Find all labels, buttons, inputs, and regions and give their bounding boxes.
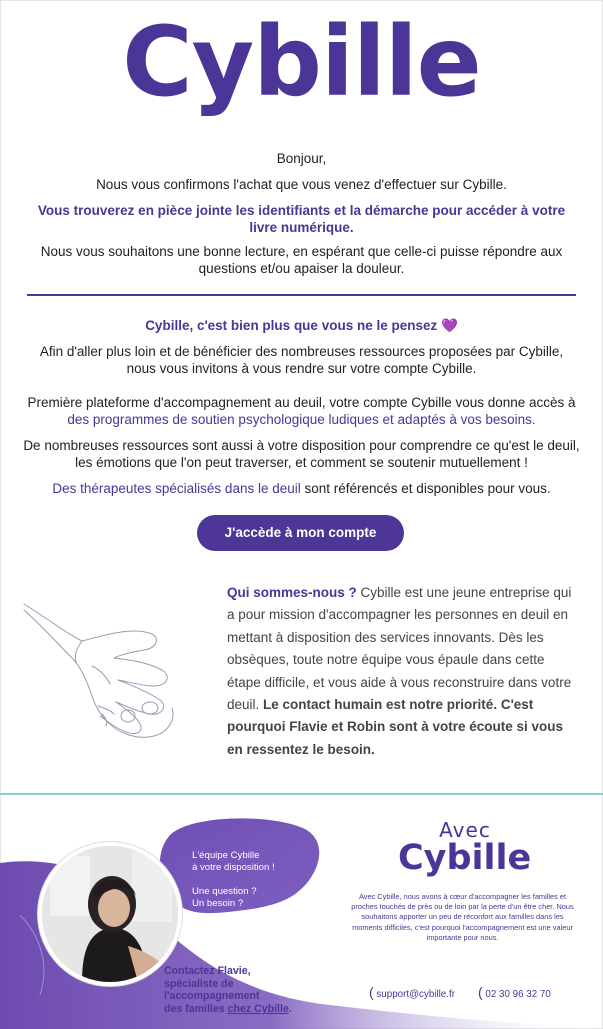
avec-label: Avec <box>439 818 491 842</box>
footer-logo: Cybille <box>398 838 532 878</box>
therapists-suffix: sont référencés et disponibles pour vous. <box>300 481 551 496</box>
bubble-line-2: à votre disposition ! <box>192 862 275 873</box>
more-heading-text: Cybille, c'est bien plus que vous ne le pensez <box>145 318 438 333</box>
section-divider <box>27 294 576 296</box>
about-question: Qui sommes-nous ? <box>227 585 357 600</box>
access-account-button[interactable]: J'accède à mon compte <box>197 515 404 551</box>
contact-line-3: l'accompagnement <box>164 990 260 1003</box>
purchase-confirmation: Nous vous confirmons l'achat que vous venez d'effectuer sur Cybille. <box>96 177 507 192</box>
chez-cybille-link[interactable]: chez Cybille <box>227 1002 289 1015</box>
therapists-link[interactable]: Des thérapeutes spécialisés dans le deuil <box>52 481 301 496</box>
platform-text <box>26 394 577 428</box>
contact-line-4 <box>164 1003 314 1016</box>
bubble-text <box>192 850 275 910</box>
attachment-note: Vous trouverez en pièce jointe les identifiants et la démarche pour accéder à votre livre numérique. <box>37 203 566 235</box>
hand-illustration <box>22 596 182 746</box>
paren-icon: ( <box>369 984 374 1000</box>
therapists-text <box>20 480 583 497</box>
phone-contact[interactable] <box>478 984 551 1000</box>
contact-line-2: spécialiste de <box>164 977 234 990</box>
avatar-photo <box>42 846 178 982</box>
invite-text: Afin d'aller plus loin et de bénéficier des nombreuses ressources proposées par Cybille, nous vous invitons à vous rendre sur votre compte Cybille. <box>39 344 564 376</box>
purple-heart-icon: 💜 <box>441 318 458 333</box>
phone-icon: ( <box>478 984 483 1000</box>
footer-description: Avec Cybille, nous avons à cœur d'accompagner les familles et proches touchés de près ou de loin par la perte d'un être cher. Nous souhaitons apporter un peu de réconfort aux familles dans les moments difficiles, c'est pourquoi l'accompagnement est une valeur importante pour nous. <box>351 892 574 942</box>
resources-text: De nombreuses ressources sont aussi à votre disposition pour comprendre ce qu'est le deuil, les émotions que l'on peut traverser, et comment se soutenir mutuellement ! <box>23 438 580 470</box>
contact-flavie-text <box>164 965 314 1015</box>
phone-number[interactable]: 02 30 96 32 70 <box>485 989 551 1000</box>
bubble-line-4: Un besoin ? <box>192 898 244 909</box>
flavie-avatar <box>38 842 182 986</box>
email-contact[interactable] <box>369 984 455 1000</box>
about-section <box>227 582 577 761</box>
cybille-logo: Cybille <box>122 6 481 118</box>
bubble-line-1: L'équipe Cybille <box>192 850 260 861</box>
programs-link[interactable]: des programmes de soutien psychologique ludiques et adaptés à vos besoins. <box>67 412 536 427</box>
more-heading <box>20 317 583 334</box>
bubble-line-3: Une question ? <box>192 886 257 897</box>
contact-line-4-suffix: . <box>288 1002 292 1015</box>
about-emphasis: Le contact humain est notre priorité. C'est pourquoi Flavie et Robin sont à votre écoute si vous en ressentez le besoin. <box>227 697 564 757</box>
about-body: Cybille est une jeune entreprise qui a pour mission d'accompagner les personnes en deuil en mettant à disposition des services innovants. Dès les obsèques, toute notre équipe vous épaule dans cette étape difficile, et vous aide à vous reconstruire dans votre deuil. <box>227 585 572 713</box>
contact-line-1: Contactez Flavie, <box>164 965 251 977</box>
email-link[interactable]: support@cybille.fr <box>376 989 455 1000</box>
contact-line-4-prefix: des familles <box>164 1002 228 1015</box>
platform-prefix: Première plateforme d'accompagnement au deuil, votre compte Cybille vous donne accès à <box>27 395 576 410</box>
greeting: Bonjour, <box>276 151 327 166</box>
reading-wish: Nous vous souhaitons une bonne lecture, en espérant que celle-ci puisse répondre aux questions et/ou apaiser la douleur. <box>40 244 563 276</box>
